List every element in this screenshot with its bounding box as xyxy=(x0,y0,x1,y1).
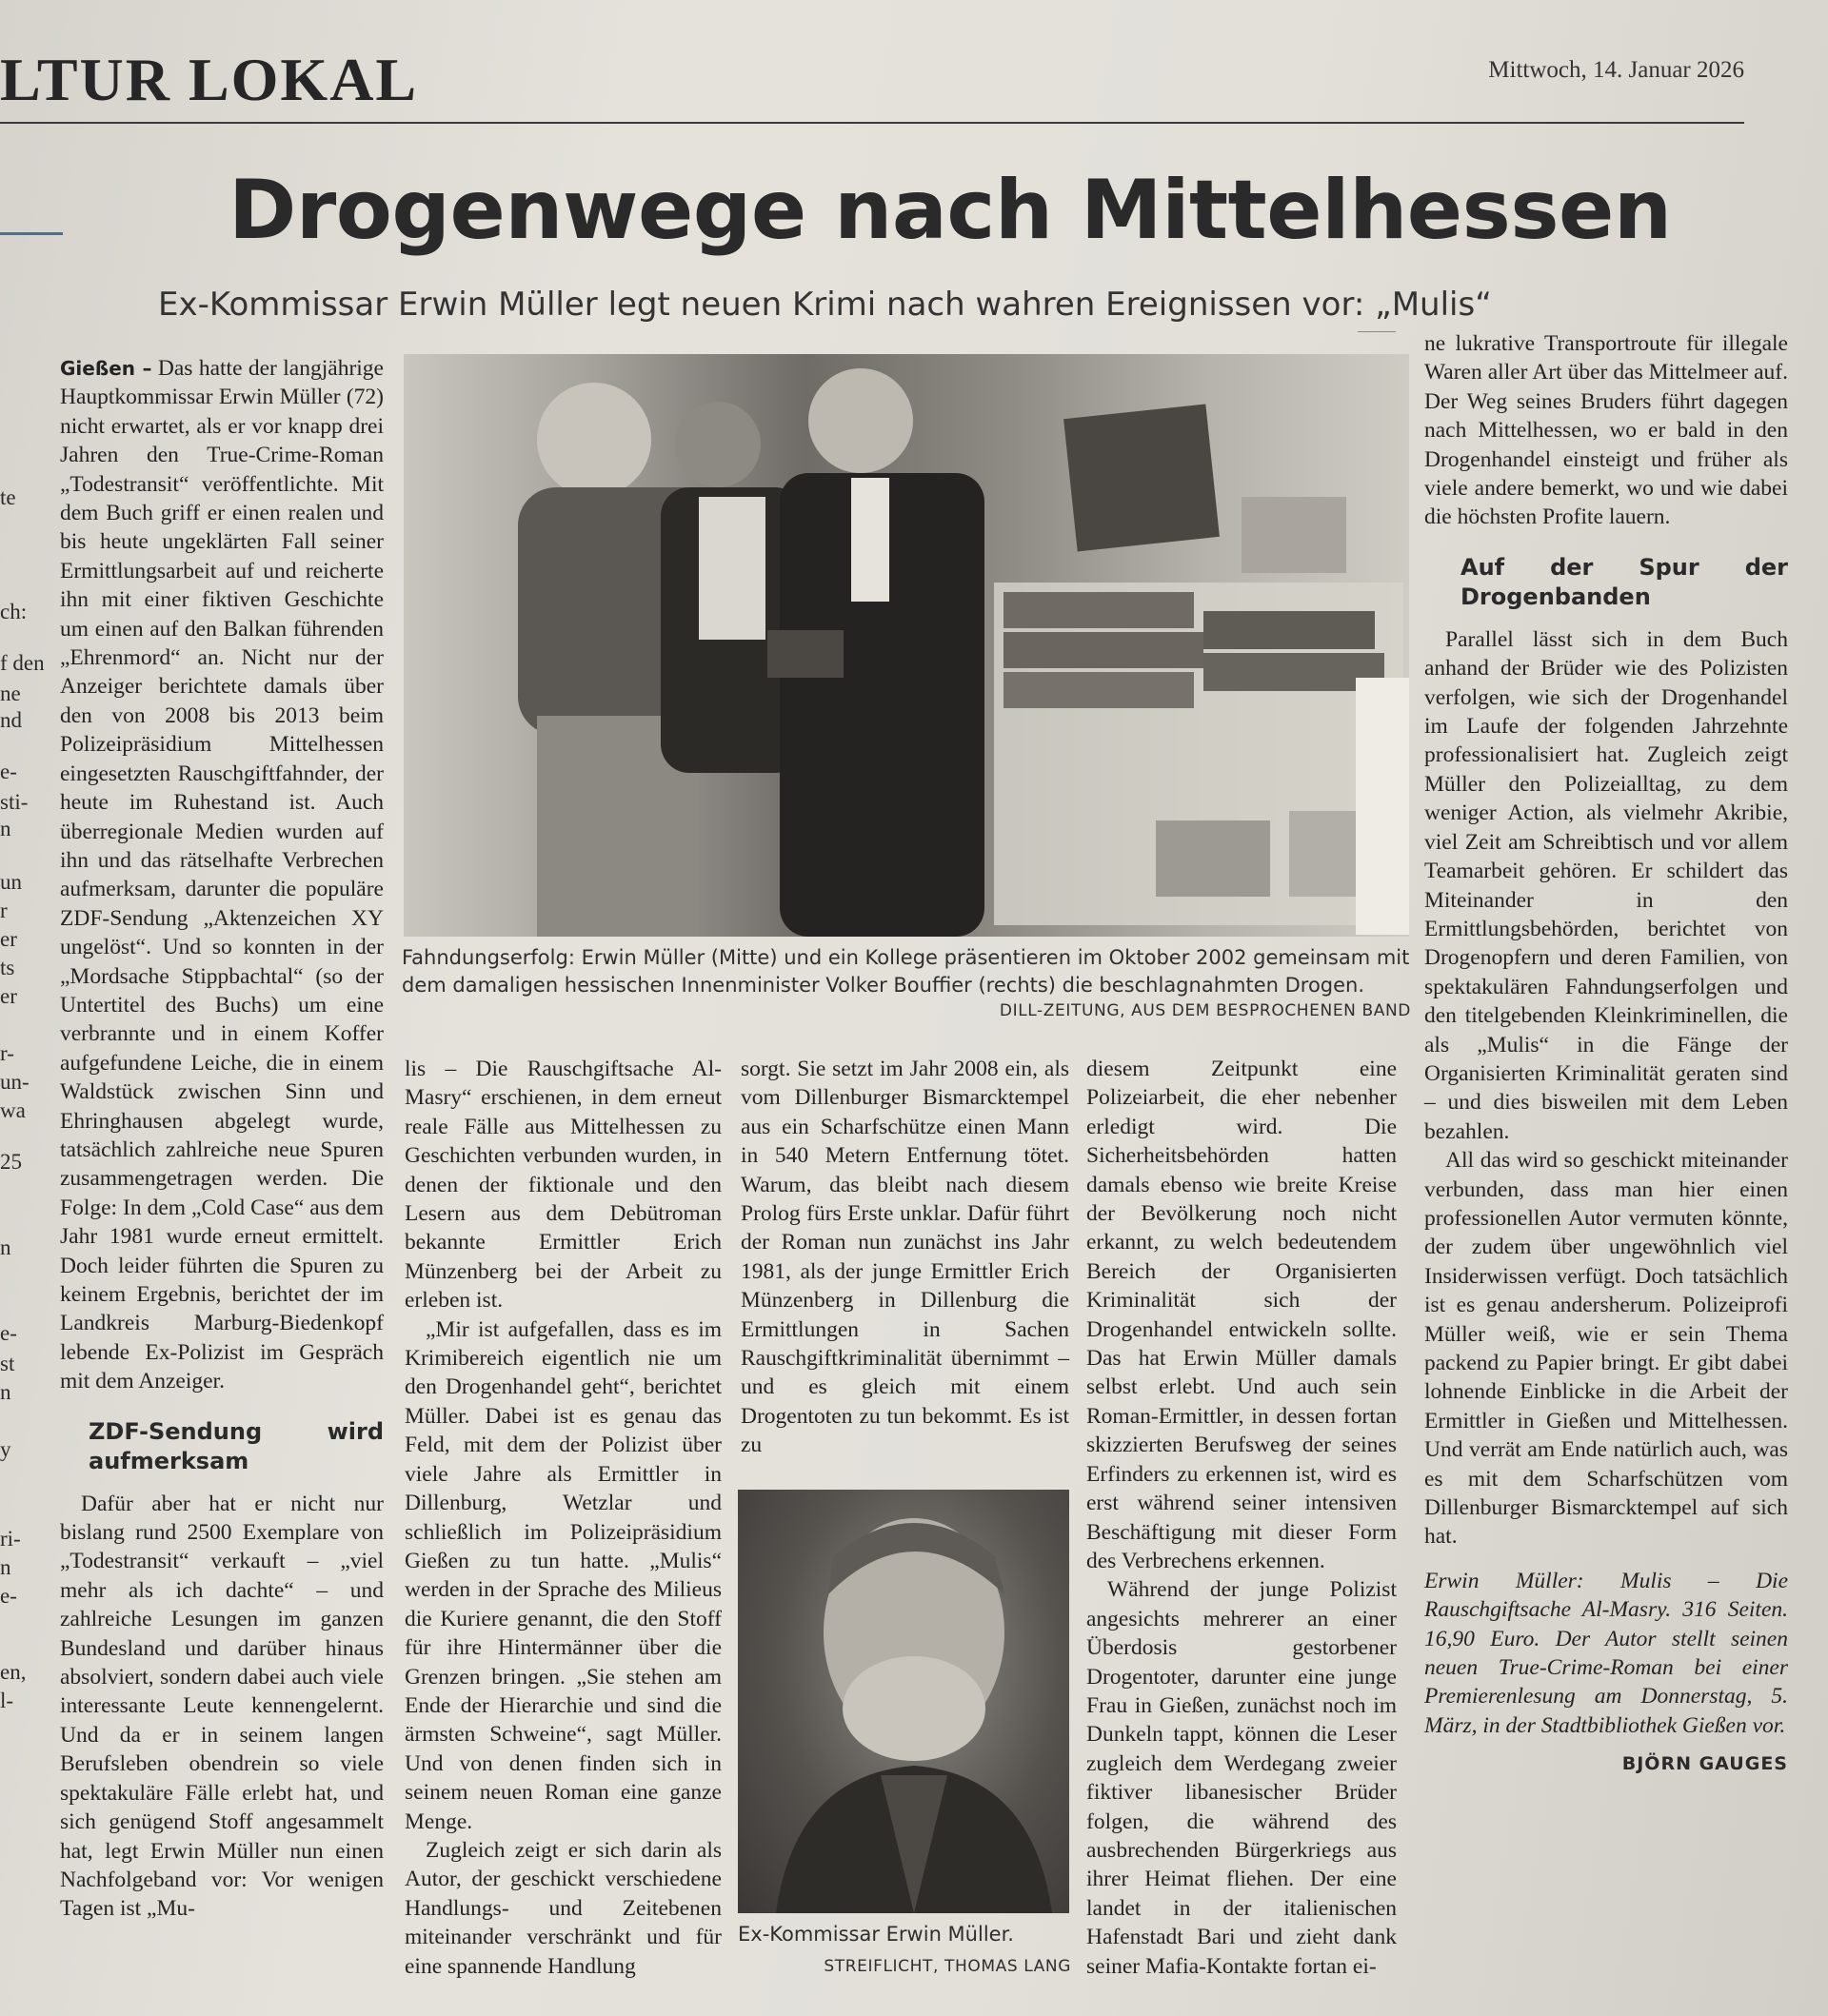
article-paragraph: diesem Zeitpunkt eine Polizeiarbeit, die eher nebenher erledigt wird. Die Sicherheitsbehörden hatten damals ebenso wie breite Kreise der Bevölkerung noch nicht erkannt, zu welch bedeutendem Bereich der Organisierten Kriminalität sich der Drogenhandel entwickeln sollte. Das hat Erwin Müller damals selbst erlebt. Und auch sein Roman-Ermittler, in dessen fortan skizzierten Berufsweg der seines Erfinders zu erkennen ist, wird es erst während seiner intensiven Beschäftigung mit dieser Form des Verbrechens erkennen. xyxy=(1086,1057,1397,1573)
margin-fragment: n xyxy=(0,1555,11,1579)
article-author: BJÖRN GAUGES xyxy=(1621,1753,1788,1775)
portrait-credit: STREIFLICHT, THOMAS LANG xyxy=(824,1957,1071,1976)
article-paragraph: ne lukrative Transportroute für illegale Waren aller Art über das Mittelmeer auf. Der Weg seines Bruders führt dagegen nach Mittelhessen, wo er bald in den Drogenhandel einsteigt und früher als viele andere bemerkt, wo und wie dabei die höchsten Profite lauern. xyxy=(1424,331,1788,530)
margin-fragment: r xyxy=(0,899,8,922)
main-photo-caption: Fahndungserfolg: Erwin Müller (Mitte) und ein Kollege präsentieren im Oktober 2002 gemeinsam mit dem damaligen hessischen Innenminister Volker Bouffier (rechts) die beschlagnahmten Drogen. xyxy=(402,946,1410,997)
margin-fragment: 25 xyxy=(0,1150,22,1174)
column-rule xyxy=(1358,331,1396,332)
margin-fragment: n xyxy=(0,1235,11,1259)
article-paragraph: sorgt. Sie setzt im Jahr 2008 ein, als vom Dillenburger Bismarcktempel aus ein Scharfschütze einen Mann in 540 Metern Entfernung tötet. Warum, das bleibt nach diesem Prolog fürs Erste unklar. Dafür führt der Roman nun zunächst ins Jahr 1981, als der junge Ermittler Erich Münzenberg in Dillenburg die Ermittlungen in Sachen Rauschgiftkriminalität übernimmt – und es gleich mit einem Drogentoten zu tun bekommt. Es ist zu xyxy=(741,1057,1069,1458)
portrait-photo xyxy=(738,1490,1069,1913)
margin-fragment: er xyxy=(0,984,17,1008)
article-paragraph: Zugleich zeigt er sich darin als Autor, der geschickt verschiedene Handlungs- und Zeitebenen miteinander verschränkt und für eine spannende Handlung xyxy=(405,1837,722,1979)
margin-fragment: e- xyxy=(0,1584,17,1608)
main-photo-credit: DILL-ZEITUNG, AUS DEM BESPROCHENEN BAND xyxy=(999,1001,1411,1020)
margin-fragment: er xyxy=(0,927,17,951)
main-photo xyxy=(404,354,1409,937)
accent-rule xyxy=(0,232,63,235)
article-paragraph xyxy=(60,354,384,1396)
intertitle: ZDF-Sendung wird aufmerksam xyxy=(89,1417,384,1474)
margin-fragment: y xyxy=(0,1437,11,1461)
margin-fragment: n xyxy=(0,817,11,840)
margin-fragment: nd xyxy=(0,708,22,732)
article-paragraph: All das wird so geschickt miteinander verbunden, dass man hier einen professionellen Autor vermuten könnte, der zudem über ungewöhnlich viel Insiderwissen verfügt. Doch tatsächlich ist es genau andersherum. Polizeiprofi Müller weiß, wie er sein Thema packend zu Papier bringt. Er gibt dabei lohnende Einblicke in die Arbeit der Ermittler in Gießen und Mittelhessen. Und verrät am Ende natürlich auch, was es mit dem Scharfschützen vom Dillenburger Bismarcktempel auf sich hat. xyxy=(1424,1148,1788,1550)
article-paragraph: Während der junge Polizist angesichts mehrerer an einer Überdosis gestorbener Drogentoter, darunter eine junge Frau in Gießen, zunächst noch im Dunkeln tappt, können die Leser zugleich dem Werdegang zweier fiktiver libanesischer Brüder folgen, die während des ausbrechenden Bürgerkriegs aus ihrer Heimat fliehen. Der eine landet in der italienischen Hafenstadt Bari und zieht dank seiner Mafia-Kontakte fortan ei- xyxy=(1086,1577,1397,1979)
margin-fragment: f den xyxy=(0,651,45,675)
article-column-2 xyxy=(405,1055,722,1981)
article-paragraph: „Mir ist aufgefallen, dass es im Krimibereich eigentlich nie um den Drogenhandel geht“, berichtet Müller. Dabei ist es genau das Feld, mit dem der Polizist über viele Jahre als Ermittler in Dillenburg, Wetzlar und schließlich im Polizeipräsidium Gießen zu tun hatte. „Mulis“ werden in der Sprache des Milieus die Kuriere genannt, die den Stoff für ihre Hintermänner über die Grenzen bringen. „Sie stehen am Ende der Hierarchie und sind die ärmsten Schweine“, sagt Müller. Und von denen finden sich in seinem neuen Roman eine ganze Menge. xyxy=(405,1316,722,1834)
margin-fragment: un- xyxy=(0,1070,30,1094)
margin-fragment: un xyxy=(0,870,22,894)
margin-fragment: ts xyxy=(0,956,15,979)
article-paragraph: lis – Die Rauschgiftsache Al-Masry“ erschienen, in dem erneut reale Fälle aus Mittelhessen zu Geschichten verbunden wurden, in denen der fiktionale und den Lesern aus dem Debütroman bekannte Ermittler Erich Münzenberg bei der Arbeit zu erleben ist. xyxy=(405,1057,722,1314)
article-headline: Drogenwege nach Mittelhessen xyxy=(228,163,1672,258)
book-info: Erwin Müller: Mulis – Die Rauschgiftsache Al-Masry. 316 Seiten. 16,90 Euro. Der Autor stellt seinen neuen True-Crime-Roman bei einer Premierenlesung am Donnerstag, 5. März, in der Stadtbibliothek Gießen vor. xyxy=(1424,1568,1788,1738)
intertitle: Auf der Spur der Drogenbanden xyxy=(1460,553,1788,610)
margin-fragment: e- xyxy=(0,760,17,783)
dateline-place: Gießen – xyxy=(60,357,152,380)
paragraph-text: Das hatte der langjährige Hauptkommissar Erwin Müller (72) nicht erwartet, als er vor knapp drei Jahren den True-Crime-Roman „Todestransit“ veröffentlichte. Mit dem Buch griff er einen realen und bis heute ungeklärten Fall seiner Ermittlungsarbeit auf und reicherte ihn mit einer fiktiven Geschichte um einen auf den Balkan führenden „Ehrenmord“ an. Nicht nur der Anzeiger berichtete damals über den von 2008 bis 2013 beim Polizeipräsidium Mittelhessen eingesetzten Rauschgiftfahnder, der heute im Ruhestand ist. Auch überregionale Medien wurden auf ihn und das rätselhafte Verbrechen aufmerksam, darunter die populäre ZDF-Sendung „Aktenzeichen XY ungelöst“. Und so konnten in der „Mordsache Stippbachtal“ (so der Untertitel des Buchs) um eine verbrannte und in einem Koffer aufgefundene Leiche, die in einem Waldstück zwischen Sinn und Ehringhausen abgelegt wurde, tatsächlich zahlreiche neue Spuren zusammengetragen werden. Die Folge: In dem „Cold Case“ aus dem Jahr 1981 wurde erneut ermittelt. Doch leider führten die Spuren zu keinem Ergebnis, berichtet der im Landkreis Marburg-Biedenkopf lebende Ex-Polizist im Gespräch mit dem Anzeiger. xyxy=(60,356,384,1394)
article-paragraph: Parallel lässt sich in dem Buch anhand der Brüder wie des Polizisten verfolgen, wie sich der Drogenhandel im Laufe der folgenden Jahrzehnte professionalisiert hat. Zugleich zeigt Müller den Polizeialltag, zu dem weniger Action, als vielmehr Akribie, viel Zeit am Schreibtisch und vor allem Teamarbeit gehören. Er schildert das Miteinander in den Ermittlungsbehörden, berichtet von Drogenopfern und deren Familien, von spektakulären Fahndungserfolgen und den titelgebenden Kleinkriminellen, die als „Mulis“ in die Fänge der Organisierten Kriminalität geraten sind – und dies bisweilen mit dem Leben bezahlen. xyxy=(1424,626,1788,1144)
header-rule xyxy=(0,122,1744,124)
article-column-4 xyxy=(1086,1055,1397,1981)
margin-fragment: e- xyxy=(0,1321,17,1345)
margin-fragment: ri- xyxy=(0,1527,21,1551)
article-paragraph: Dafür aber hat er nicht nur bislang rund 2500 Exemplare von „Todestransit“ verkauft – „viel mehr als ich dachte“ – und zahlreiche Lesungen im ganzen Bundesland und darüber hinaus absolviert, sondern dabei auch viele interessante Leute kennengelernt. Und da er in seinem langen Berufsleben obendrein so viele spektakuläre Fälle erlebt hat, und sich genügend Stoff angesammelt hat, legt Erwin Müller nun einen Nachfolgeband vor: Vor wenigen Tagen ist „Mu- xyxy=(60,1491,384,1922)
margin-fragment: n xyxy=(0,1380,11,1404)
margin-fragment: ch: xyxy=(0,600,28,623)
portrait-caption: Ex-Kommissar Erwin Müller. xyxy=(738,1923,1014,1946)
margin-fragment: r- xyxy=(0,1041,14,1065)
article-column-5 xyxy=(1424,329,1788,1779)
section-title: LTUR LOKAL xyxy=(0,46,419,113)
margin-fragment: sti- xyxy=(0,790,29,814)
photo-illustration xyxy=(404,354,1409,937)
margin-fragment: te xyxy=(0,485,16,509)
article-column-3 xyxy=(741,1055,1069,1460)
margin-fragment: st xyxy=(0,1352,15,1375)
portrait-illustration xyxy=(738,1490,1069,1913)
article-column-1 xyxy=(60,354,384,1924)
article-subheadline: Ex-Kommissar Erwin Müller legt neuen Krimi nach wahren Ereignissen vor: „Mulis“ xyxy=(158,286,1492,324)
issue-date: Mittwoch, 14. Januar 2026 xyxy=(1488,57,1744,83)
margin-fragment: ne xyxy=(0,682,21,705)
margin-fragment: en, xyxy=(0,1660,27,1684)
margin-fragment: wa xyxy=(0,1098,26,1122)
margin-fragment: l- xyxy=(0,1689,14,1712)
